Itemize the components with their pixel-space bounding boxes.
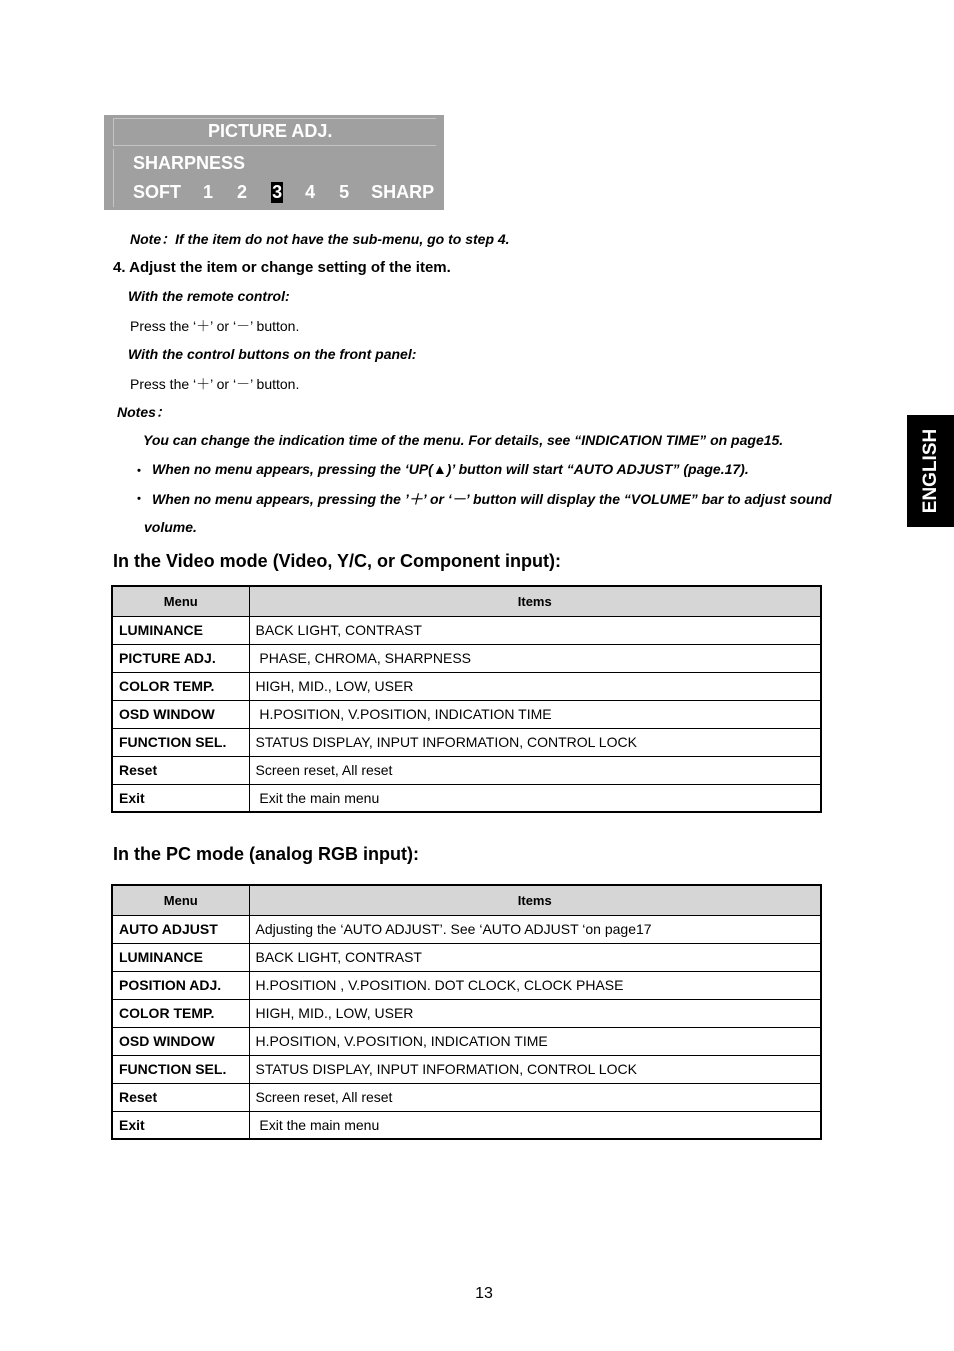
note-2: When no menu appears, pressing the ‘UP(▲)’ button will start “AUTO ADJUST” (page.17). <box>152 461 749 477</box>
items-cell: Screen reset, All reset <box>249 756 821 784</box>
osd-scale-soft: SOFT <box>133 182 181 202</box>
table-row <box>112 756 821 784</box>
bullet-1: ・ <box>132 463 146 479</box>
menu-cell: POSITION ADJ. <box>112 971 249 999</box>
menu-cell: OSD WINDOW <box>112 1027 249 1055</box>
osd-scale-5: 5 <box>339 182 350 202</box>
menu-cell: Reset <box>112 1083 249 1111</box>
items-cell: H.POSITION, V.POSITION, INDICATION TIME <box>249 1027 821 1055</box>
table-row <box>112 784 821 812</box>
table-row <box>112 1027 821 1055</box>
menu-cell: COLOR TEMP. <box>112 999 249 1027</box>
table-header-row <box>112 586 821 616</box>
items-cell: BACK LIGHT, CONTRAST <box>249 616 821 644</box>
items-cell: STATUS DISPLAY, INPUT INFORMATION, CONTROL LOCK <box>249 1055 821 1083</box>
note-3-continued: volume. <box>144 519 197 535</box>
note-3: When no menu appears, pressing the ’＋’ or ‘－’ button will display the “VOLUME” bar to adjust sound <box>152 491 832 507</box>
header-items: Items <box>249 586 821 616</box>
items-cell: HIGH, MID., LOW, USER <box>249 672 821 700</box>
header-items: Items <box>249 885 821 915</box>
video-mode-table <box>111 585 822 813</box>
side-tab-label: ENGLISH <box>919 428 941 514</box>
menu-cell: Exit <box>112 784 249 812</box>
items-cell: STATUS DISPLAY, INPUT INFORMATION, CONTROL LOCK <box>249 728 821 756</box>
table-row <box>112 728 821 756</box>
page-number: 13 <box>475 1285 493 1302</box>
table-row <box>112 616 821 644</box>
osd-scale-4: 4 <box>305 182 316 202</box>
remote-label: With the remote control: <box>128 288 290 304</box>
table-header-row <box>112 885 821 915</box>
menu-cell: Reset <box>112 756 249 784</box>
menu-cell: FUNCTION SEL. <box>112 728 249 756</box>
bullet-2: ・ <box>132 491 146 507</box>
items-cell: Exit the main menu <box>249 784 821 812</box>
table-row <box>112 1055 821 1083</box>
osd-divider <box>113 149 114 207</box>
osd-subtitle: SHARPNESS <box>133 153 246 173</box>
osd-menu-box <box>104 115 444 210</box>
osd-title: PICTURE ADJ. <box>208 121 333 141</box>
table-row <box>112 999 821 1027</box>
notes-label: Notes： <box>117 404 170 420</box>
video-table-body <box>112 616 821 812</box>
note-1: You can change the indication time of the menu. For details, see “INDICATION TIME” on page15. <box>143 432 784 448</box>
table-row <box>112 700 821 728</box>
osd-scale-2: 2 <box>237 182 248 202</box>
menu-cell: COLOR TEMP. <box>112 672 249 700</box>
table-row <box>112 1111 821 1139</box>
items-cell: Exit the main menu <box>249 1111 821 1139</box>
menu-cell: AUTO ADJUST <box>112 915 249 943</box>
table-row <box>112 915 821 943</box>
table-row <box>112 672 821 700</box>
remote-text: Press the ‘＋’ or ‘－’ button. <box>130 318 300 334</box>
table-row <box>112 971 821 999</box>
menu-cell: LUMINANCE <box>112 943 249 971</box>
pc-mode-table <box>111 884 822 1140</box>
items-cell: HIGH, MID., LOW, USER <box>249 999 821 1027</box>
items-cell: Adjusting the ‘AUTO ADJUST’. See ‘AUTO ADJUST ‘on page17 <box>249 915 821 943</box>
menu-cell: Exit <box>112 1111 249 1139</box>
osd-scale-3-selected: 3 <box>272 182 283 202</box>
items-cell: BACK LIGHT, CONTRAST <box>249 943 821 971</box>
table-row <box>112 1083 821 1111</box>
table-row <box>112 943 821 971</box>
note-text: Note：If the item do not have the sub-menu, go to step 4. <box>130 231 510 247</box>
pc-table-body <box>112 915 821 1139</box>
menu-cell: PICTURE ADJ. <box>112 644 249 672</box>
items-cell: H.POSITION, V.POSITION, INDICATION TIME <box>249 700 821 728</box>
items-cell: Screen reset, All reset <box>249 1083 821 1111</box>
menu-cell: FUNCTION SEL. <box>112 1055 249 1083</box>
panel-text: Press the ‘＋’ or ‘－’ button. <box>130 376 300 392</box>
header-menu: Menu <box>112 586 249 616</box>
items-cell: H.POSITION , V.POSITION. DOT CLOCK, CLOCK PHASE <box>249 971 821 999</box>
step-4-heading: 4. Adjust the item or change setting of the item. <box>113 259 451 276</box>
pc-mode-heading: In the PC mode (analog RGB input): <box>113 844 419 864</box>
osd-scale-sharp: SHARP <box>371 182 435 202</box>
menu-cell: OSD WINDOW <box>112 700 249 728</box>
panel-label: With the control buttons on the front panel: <box>128 346 417 362</box>
menu-cell: LUMINANCE <box>112 616 249 644</box>
header-menu: Menu <box>112 885 249 915</box>
osd-scale-1: 1 <box>203 182 214 202</box>
items-cell: PHASE, CHROMA, SHARPNESS <box>249 644 821 672</box>
language-side-tab <box>907 415 954 527</box>
osd-scale <box>133 182 434 203</box>
video-mode-heading: In the Video mode (Video, Y/C, or Component input): <box>113 551 562 571</box>
table-row <box>112 644 821 672</box>
